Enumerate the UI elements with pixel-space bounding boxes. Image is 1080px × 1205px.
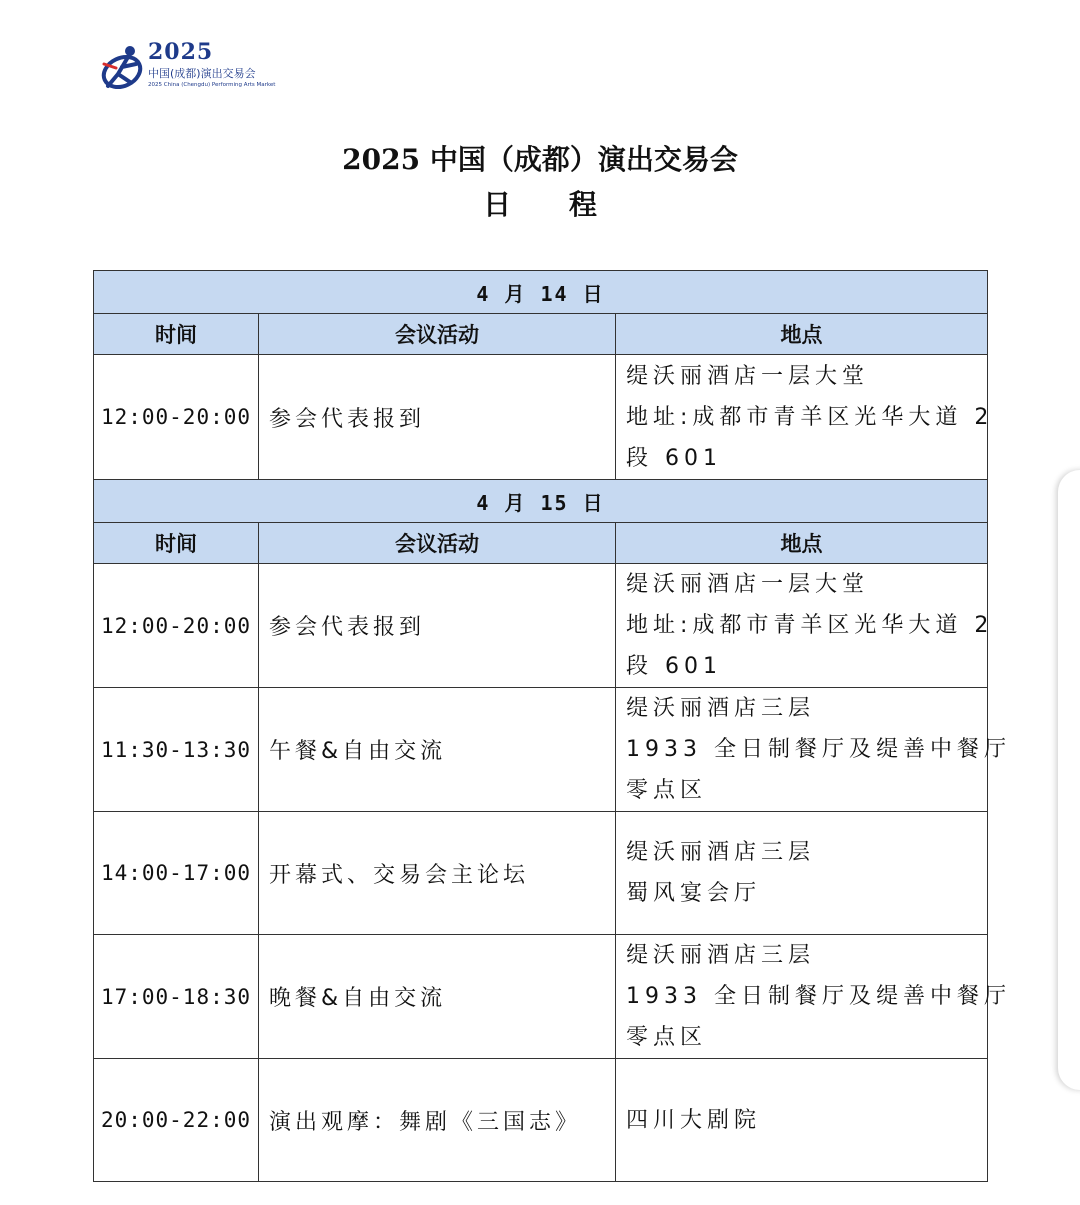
time-cell: 12:00-20:00	[94, 564, 259, 688]
location-line: 地址:成都市青羊区光华大道 2	[626, 404, 994, 430]
time-cell: 20:00-22:00	[94, 1059, 259, 1182]
location-line: 缇沃丽酒店一层大堂	[626, 572, 870, 597]
column-header-activity: 会议活动	[259, 523, 616, 564]
activity-cell: 演出观摩：舞剧《三国志》	[259, 1059, 616, 1182]
schedule-row	[94, 564, 988, 688]
date-label: 4 月 15 日	[94, 480, 988, 523]
logo-english-name: 2025 China (Chengdu) Performing Arts Market	[148, 82, 276, 88]
activity-cell: 午餐&自由交流	[259, 688, 616, 812]
column-header-location: 地点	[616, 314, 988, 355]
activity-cell: 晚餐&自由交流	[259, 935, 616, 1059]
location-line: 零点区	[626, 778, 708, 803]
date-row	[94, 271, 988, 314]
location-cell	[616, 935, 1011, 1059]
column-header-row	[94, 523, 988, 564]
time-cell: 17:00-18:30	[94, 935, 259, 1059]
activity-cell: 参会代表报到	[259, 355, 616, 480]
location-cell	[616, 688, 1011, 812]
activity-cell: 开幕式、交易会主论坛	[259, 812, 616, 935]
location-line: 1933 全日制餐厅及缇善中餐厅	[626, 984, 1011, 1009]
location-line: 缇沃丽酒店一层大堂	[626, 363, 870, 389]
location-line: 蜀风宴会厅	[626, 881, 762, 906]
document-subtitle: 日 程	[483, 188, 621, 221]
schedule-table	[93, 270, 1011, 1182]
column-header-activity: 会议活动	[259, 314, 616, 355]
column-header-time: 时间	[94, 523, 259, 564]
activity-cell: 参会代表报到	[259, 564, 616, 688]
schedule-row	[94, 1059, 988, 1182]
column-header-row	[94, 314, 988, 355]
dancer-logo-icon	[100, 42, 146, 92]
column-header-time: 时间	[94, 314, 259, 355]
event-logo	[100, 40, 300, 100]
location-cell	[616, 564, 994, 688]
location-line: 段 601	[626, 445, 722, 471]
schedule-row	[94, 812, 988, 935]
location-line: 段 601	[626, 654, 722, 679]
logo-chinese-name: 中国(成都)演出交易会	[148, 67, 256, 80]
location-line: 1933 全日制餐厅及缇善中餐厅	[626, 737, 1011, 762]
schedule-row	[94, 688, 988, 812]
column-header-location: 地点	[616, 523, 988, 564]
location-line: 缇沃丽酒店三层	[626, 943, 816, 968]
schedule-row	[94, 355, 988, 480]
location-cell	[616, 355, 994, 480]
location-line: 四川大剧院	[626, 1107, 762, 1133]
time-cell: 14:00-17:00	[94, 812, 259, 935]
location-cell	[616, 812, 988, 935]
schedule-row	[94, 935, 988, 1059]
time-cell: 11:30-13:30	[94, 688, 259, 812]
date-row	[94, 480, 988, 523]
logo-year: 2025	[148, 39, 214, 65]
location-line: 缇沃丽酒店三层	[626, 696, 816, 721]
location-line: 地址:成都市青羊区光华大道 2	[626, 613, 994, 638]
time-cell: 12:00-20:00	[94, 355, 259, 480]
location-line: 缇沃丽酒店三层	[626, 840, 816, 865]
date-label: 4 月 14 日	[94, 271, 988, 314]
document-title: 2025 中国（成都）演出交易会	[342, 143, 738, 176]
location-cell	[616, 1059, 988, 1182]
side-panel-edge	[1058, 470, 1080, 1090]
location-line: 零点区	[626, 1025, 708, 1050]
